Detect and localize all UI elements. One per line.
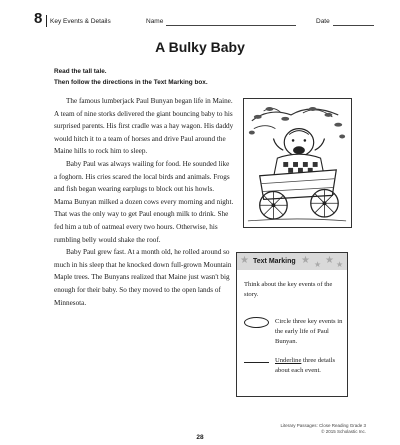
text-marking-intro: Think about the key events of the story. [244, 281, 333, 298]
underline-word: Underline [275, 357, 302, 364]
name-field-line[interactable] [166, 25, 296, 26]
star-icon: ★ [336, 260, 344, 269]
story-text [54, 95, 234, 309]
directions-line-2: Then follow the directions in the Text Marking box. [54, 79, 208, 86]
circle-mark-icon [244, 317, 269, 328]
story-paragraph-1: The famous lumberjack Paul Bunyan began life in Maine. A team of nine storks delivered the giant bouncing baby to his surprised parents. His first cradle was a hay wagon. His daddy would hitch it to a team of horses and drive Paul around the Maine hills to rock him to sleep. [54, 97, 234, 156]
star-icon: ★ [314, 260, 322, 269]
star-icon: ★ [301, 255, 310, 266]
section-label: Key Events & Details [50, 18, 111, 25]
date-label: Date [316, 18, 330, 25]
credit-line-2: © 2015 Scholastic Inc. [321, 429, 366, 434]
date-field-line[interactable] [333, 25, 374, 26]
story-paragraph-2: Baby Paul was always wailing for food. He sounded like a foghorn. His cries scared the local birds and animals. Frogs and fish began wearing earplugs to block out his howls. Mama Bunyan milked a dozen cows every morning and night. That was the only way to get Paul enough milk to drink. She fed him a tub of oatmeal every two hours. Otherwise, his rumbling belly would shake the roof. [54, 159, 234, 244]
text-marking-title: Text Marking [253, 258, 296, 265]
directions-line-1: Read the tall tale. [54, 68, 107, 75]
underline-instruction [275, 356, 347, 376]
story-paragraph-3: Baby Paul grew fast. At a month old, he rolled around so much in his sleep that he knocked down full-grown Mountain Maple trees. The Bunyans realized that Maine just wasn't big enough for their baby. So they moved to the open lands of Minnesota. [54, 248, 232, 307]
illustration-drawing [244, 99, 351, 227]
page-header [34, 10, 374, 29]
underline-mark-icon [244, 362, 269, 363]
footer-page-number: 28 [196, 434, 204, 441]
header-divider [46, 15, 47, 27]
baby-wagon-illustration [243, 98, 352, 228]
directions [54, 66, 208, 88]
text-marking-box [236, 252, 348, 397]
star-icon: ★ [240, 255, 249, 266]
star-icon: ★ [325, 255, 334, 266]
credit-line-1: Literary Passages: Close Reading Grade 3 [280, 423, 366, 428]
page-title: A Bulky Baby [155, 39, 245, 55]
circle-instruction: Circle three key events in the early life of Paul Bunyan. [275, 318, 343, 345]
text-marking-header [237, 253, 347, 270]
page-number: 8 [34, 10, 43, 27]
name-label: Name [146, 18, 164, 25]
underline-instruction-rest: three details about each event. [275, 357, 336, 374]
